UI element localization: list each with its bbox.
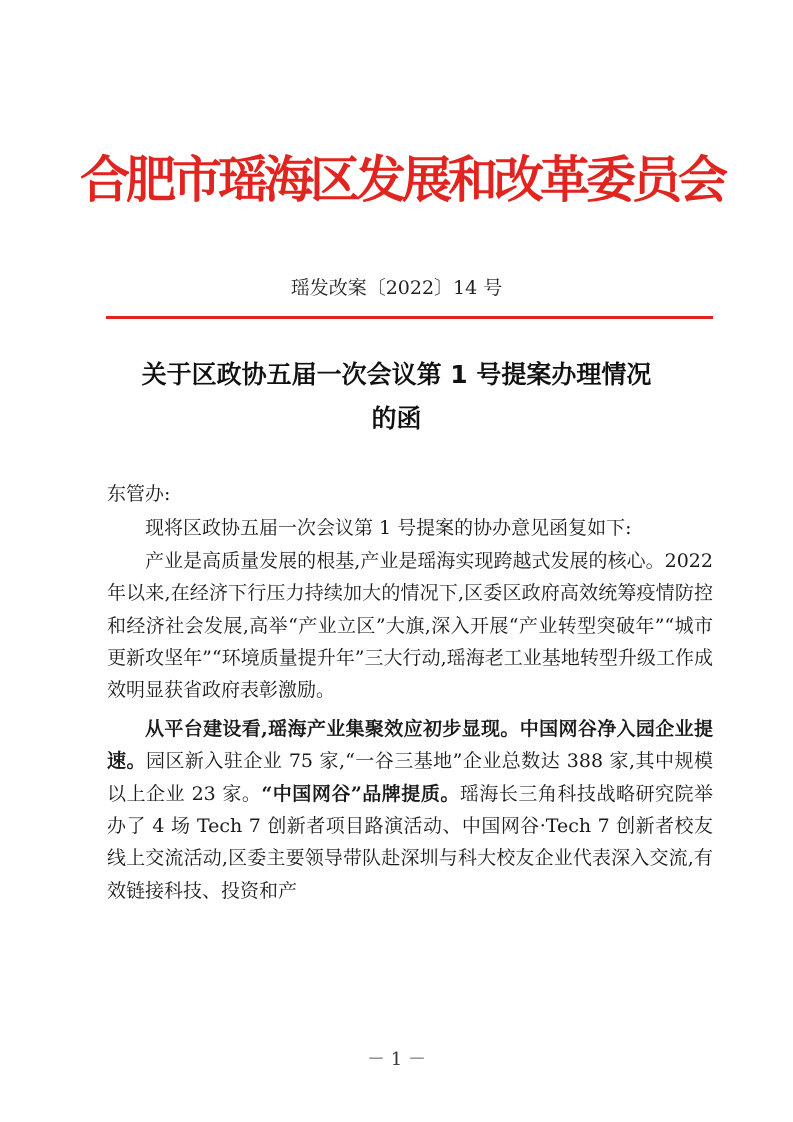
paragraph-3-text-2: 瑶海长三角科技战略研究院举办了 4 场 Tech 7 创新者项目路演活动、中国网谷·Tech 7 创新者校友线上交流活动,区委主要领导带队赴深圳与科大校友企业代表深入交流,有效链接科技、投资和产 <box>107 782 713 902</box>
document-body <box>107 478 713 907</box>
document-title <box>90 353 703 441</box>
body-paragraph-3 <box>107 713 713 907</box>
body-paragraph-1: 现将区政协五届一次会议第 1 号提案的协办意见函复如下: <box>145 517 632 540</box>
page-number: － 1 － <box>367 1049 426 1070</box>
bold-heading-platform: 从平台建设看,瑶海产业集聚效应初步显现。中国网谷净入园企业提速。 <box>107 717 713 773</box>
red-divider-line <box>106 316 713 319</box>
salutation: 东管办: <box>107 483 171 505</box>
document-title-line-2: 的函 <box>371 404 422 433</box>
bold-heading-brand: “中国网谷”品牌提质。 <box>261 782 460 805</box>
body-paragraph-2: 产业是高质量发展的根基,产业是瑶海实现跨越式发展的核心。2022 年以来,在经济下行压力持续加大的情况下,区委区政府高效统筹疫情防控和经济社会发展,高举“产业立区”大旗,深入开展“产业转型突破年”“城市更新攻坚年”“环境质量提升年”三大行动,瑶海老工业基地转型升级工作成效明显获省政府表彰激励。 <box>107 549 713 702</box>
paragraph-3-text-1: 园区新入驻企业 75 家,“一谷三基地”企业总数达 388 家,其中规模以上企业 23 家。 <box>107 750 713 805</box>
document-title-line-1: 关于区政协五届一次会议第 1 号提案办理情况 <box>141 360 652 389</box>
document-number: 瑶发改案〔2022〕14 号 <box>290 277 503 299</box>
issuing-organization-header: 合肥市瑶海区发展和改革委员会 <box>80 151 724 209</box>
